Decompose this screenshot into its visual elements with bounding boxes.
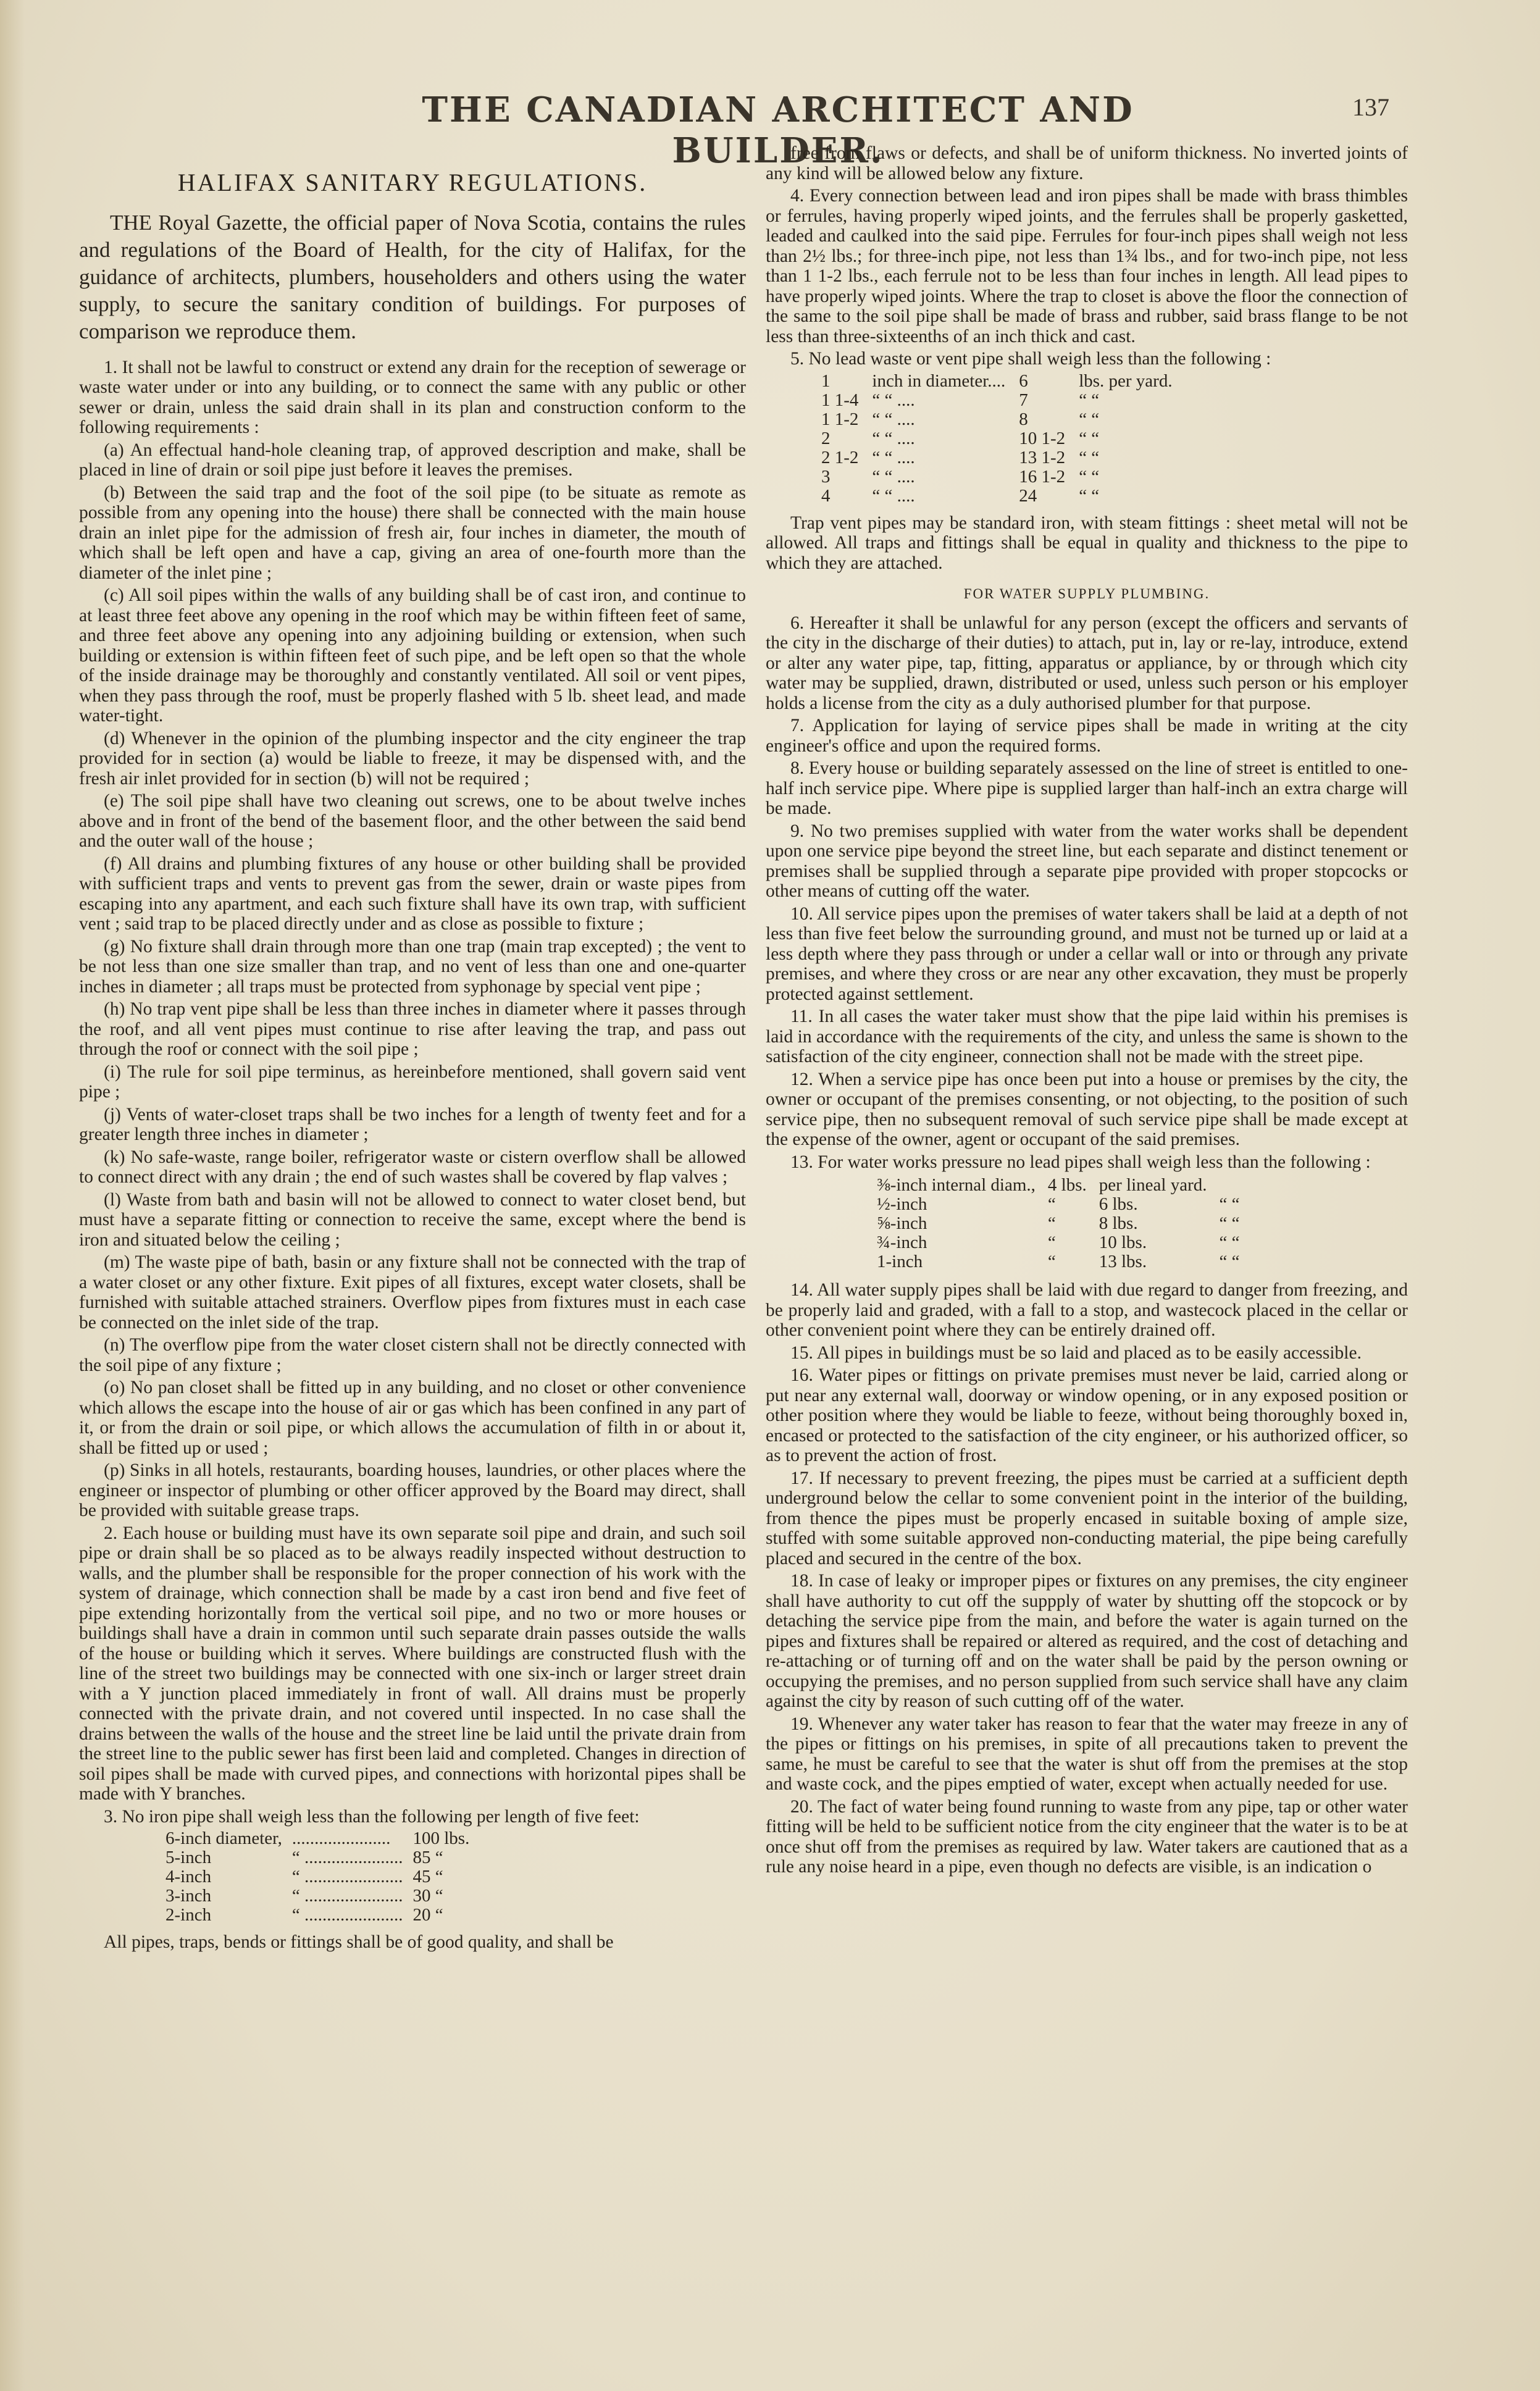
regulation-paragraph: 9. No two premises supplied with water from the water works shall be dependent upon one service pipe beyond the street line, but each separate and distinct tenement or premises shall be supplied through a separate pipe provided with proper stopcocks or other means of cutting off the water. — [766, 821, 1408, 901]
table-cell: “ — [1047, 1194, 1056, 1214]
table-cell: “ — [1047, 1213, 1056, 1233]
regulation-paragraph: 14. All water supply pipes shall be laid with due regard to danger from freezing, and be properly laid and graded, with a fall to a stop, and wastecock placed in the cellar or other convenient point where they can be entirely drained off. — [766, 1280, 1408, 1340]
table-cell: 16 1-2 — [1019, 466, 1066, 487]
article-title: HALIFAX SANITARY REGULATIONS. — [177, 169, 648, 196]
regulation-paragraph: 6. Hereafter it shall be unlawful for any person (except the officers and servants of the city in the discharge of their duties) to attach, put in, lay or re-lay, introduce, extend or alter any water pipe, tap, fitting, apparatus or appliance, by or through which city water may be supplied, drawn, distributed or used, unless such person or his employer holds a license from the city as a duly authorised plumber for that purpose. — [766, 613, 1408, 713]
table-cell: 6 — [1019, 371, 1028, 391]
lead-weight-row — [821, 487, 1186, 506]
service-pipe-weight-table — [877, 1176, 1252, 1271]
left-column — [79, 154, 746, 1955]
table-cell: “ “ — [1219, 1252, 1240, 1271]
table-cell: “ “ .... — [872, 447, 915, 467]
regulation-paragraph: 16. Water pipes or fittings on private premises must never be laid, carried along or put near any external wall, doorway or window opening, or in any exposed position or other position where they would be liable to feeze, without being thoroughly boxed in, encased or protected to the satisfaction of the city engineer, or his authorized officer, so as to prevent the action of frost. — [766, 1365, 1408, 1465]
regulation-paragraph: (i) The rule for soil pipe terminus, as hereinbefore mentioned, shall govern said vent pipe ; — [79, 1062, 746, 1102]
table-cell: 3 — [821, 466, 831, 487]
regulation-paragraph: 7. Application for laying of service pipes shall be made in writing at the city engineer's office and upon the required forms. — [766, 716, 1408, 756]
iron-weight-row — [165, 1848, 479, 1867]
regulation-paragraph: (o) No pan closet shall be fitted up in any building, and no closet or other convenience which allows the escape into the house of air or gas which has been confined in any part of it, or from the drain or soil pipe, or which allows the accumulation of filth in or about it, shall be fitted up or used ; — [79, 1378, 746, 1458]
table-cell: 10 1-2 — [1019, 428, 1066, 448]
regulation-paragraph: 20. The fact of water being found running to waste from any pipe, tap or other water fitting will be held to be sufficient notice from the city engineer that the water is to be at once shut off from the premises as required by law. Water takers are cautioned that as a rule any noise heard in a pipe, even though no defects are visible, is an indication o — [766, 1796, 1408, 1877]
table-cell: 1 1-2 — [821, 409, 859, 429]
regulation-paragraph: 3. No iron pipe shall weigh less than the following per length of five feet: — [104, 1806, 640, 1827]
regulation-paragraph: 12. When a service pipe has once been put into a house or premises by the city, the owner or occupant of the premises consenting, or not objecting, to the position of such service pipe, then no subsequent removal of such service pipe shall be made except at the expense of the owner, agent or occupant of the said premises. — [766, 1069, 1408, 1149]
table-cell: 13 1-2 — [1019, 447, 1066, 467]
section-heading: FOR WATER SUPPLY PLUMBING. — [963, 586, 1210, 601]
table-cell: “ “ .... — [872, 390, 915, 410]
water-supply-paragraphs — [766, 613, 1408, 1173]
regulation-paragraph: 18. In case of leaky or improper pipes or fixtures on any premises, the city engineer shall have authority to cut off the suppply of water by shutting off the stopcock or by detaching the service pipe from the main, and before the water is again turned on the pipes and fixtures shall be repaired or altered as required, and the cost of detaching and re-attaching or of turning off and on the water shall be paid by the person owning or occupying the premises, and no person supplied from such service shall have any claim against the city by reason of such cutting off of the water. — [766, 1571, 1408, 1711]
table-cell: “ “ .... — [872, 485, 915, 506]
regulation-paragraph: (p) Sinks in all hotels, restaurants, boarding houses, laundries, or other places where the engineer or inspector of plumbing or other officer approved by the Board may direct, shall be provided with suitable grease traps. — [79, 1460, 746, 1520]
regulation-paragraph: 13. For water works pressure no lead pipes shall weigh less than the following : — [790, 1152, 1371, 1172]
right-column — [766, 143, 1408, 1880]
regulation-paragraph: 15. All pipes in buildings must be so laid and placed as to be easily accessible. — [790, 1342, 1362, 1363]
regulation-paragraph: 1. It shall not be lawful to construct or extend any drain for the reception of sewerage or waste water under or into any building, or to connect the same with any public or other sewer or drain, unless the said drain shall in its plan and construction conform to the following requirements : — [79, 357, 746, 437]
regulation-paragraph: (a) An effectual hand-hole cleaning trap, of approved description and make, shall be placed in line of drain or soil pipe just before it leaves the premises. — [79, 440, 746, 480]
table-cell: “ “ — [1079, 447, 1100, 467]
table-cell: 2 1-2 — [821, 447, 859, 467]
table-cell: “ — [1047, 1233, 1056, 1252]
table-cell: ...................... — [291, 1828, 391, 1848]
service-weight-row — [877, 1252, 1252, 1271]
table-cell: “ ...................... — [291, 1848, 403, 1867]
regulation-paragraph: (d) Whenever in the opinion of the plumbing inspector and the city engineer the trap provided for in section (a) would be liable to freeze, it may be dispensed with, and the fresh air inlet provided for in section (b) will not be required ; — [79, 728, 746, 789]
page-number: 137 — [1352, 93, 1389, 121]
regulation-paragraph: (j) Vents of water-closet traps shall be two inches for a length of twenty feet and for a greater length three inches in diameter ; — [79, 1104, 746, 1144]
table-cell: 6-inch diameter, — [165, 1828, 282, 1848]
table-cell: “ “ — [1079, 485, 1100, 506]
table-cell: ⅜-inch internal diam., — [877, 1175, 1036, 1195]
table-cell: 30 “ — [412, 1886, 443, 1906]
regulation-paragraph: 19. Whenever any water taker has reason to fear that the water may freeze in any of the pipes or fittings on his premises, in spite of all precautions taken to prevent the same, he must be careful to see that the water is shut off from the premises at the stop and waste cock, and the pipes emptied of water, except when actually needed for use. — [766, 1714, 1408, 1794]
service-weight-row — [877, 1214, 1252, 1233]
service-weight-row — [877, 1176, 1252, 1195]
left-paragraphs — [79, 358, 746, 1827]
table-cell: 4-inch — [165, 1867, 212, 1886]
table-cell: “ “ — [1219, 1213, 1240, 1233]
table-cell: 20 “ — [412, 1905, 443, 1925]
table-cell: “ “ — [1219, 1233, 1240, 1252]
table-cell: 2 — [821, 428, 831, 448]
lead-pipe-weight-table — [821, 372, 1186, 506]
table-cell: “ “ — [1079, 409, 1100, 429]
table-cell: “ “ — [1079, 428, 1100, 448]
table-cell: 8 lbs. — [1099, 1213, 1138, 1233]
closing-paragraphs — [766, 1280, 1408, 1877]
lead-weight-row — [821, 467, 1186, 487]
table-cell: “ — [1047, 1252, 1056, 1271]
table-cell: “ ...................... — [291, 1886, 403, 1906]
lead-weight-row — [821, 448, 1186, 467]
table-cell: “ “ — [1079, 466, 1100, 487]
lead-weight-row — [821, 372, 1186, 391]
table-cell: “ “ — [1219, 1194, 1240, 1214]
regulation-paragraph: 8. Every house or building separately assessed on the line of street is entitled to one-half inch service pipe. Where pipe is supplied larger than half-inch an extra charge will be made. — [766, 758, 1408, 818]
table-cell: 2-inch — [165, 1905, 212, 1925]
binding-edge — [0, 0, 25, 2391]
table-cell: 8 — [1019, 409, 1028, 429]
service-weight-row — [877, 1195, 1252, 1214]
table-cell: 24 — [1019, 485, 1037, 506]
regulation-paragraph: 17. If necessary to prevent freezing, the pipes must be carried at a sufficient depth underground below the cellar to some convenient point in the interior of the building, from thence the pipes must be properly encased in suitable boxing of ample size, stuffed with some suitable approved non-conducting material, the pipe being carefully placed and secured in the centre of the box. — [766, 1468, 1408, 1568]
table-cell: “ “ .... — [872, 466, 915, 487]
table-cell: ½-inch — [877, 1194, 927, 1214]
lead-weight-row — [821, 410, 1186, 429]
iron-weight-row — [165, 1867, 479, 1886]
regulation-paragraph: (l) Waste from bath and basin will not be allowed to connect to water closet bend, but must have a separate fitting or connection to receive the same, except where the bend is iron and situated below the ceiling ; — [79, 1189, 746, 1250]
regulation-paragraph: (c) All soil pipes within the walls of any building shall be of cast iron, and continue to at least three feet above any opening in the roof which may be within fifteen feet of same, and three feet above any opening into any adjoining building or extension, when such building or extension is within fifteen feet of such pipe, and be left open so that the whole of the inside drainage may be thoroughly and constantly ventilated. All soil or vent pipes, when they pass through the roof, must be properly flashed with 5 lb. sheet lead, and made water-tight. — [79, 585, 746, 726]
regulation-paragraph: 11. In all cases the water taker must show that the pipe laid within his premises is laid in accordance with the requirements of the city, and unless the same is shown to the satisfaction of the city engineer, connection shall not be made with the street pipe. — [766, 1007, 1408, 1066]
iron-weight-row — [165, 1829, 479, 1848]
iron-weight-row — [165, 1906, 479, 1925]
table-cell: “ ...................... — [291, 1905, 403, 1925]
table-cell: 1 1-4 — [821, 390, 859, 410]
regulation-paragraph: 4. Every connection between lead and iron pipes shall be made with brass thimbles or ferrules, having properly wiped joints, and the ferrules shall be properly gasketted, leaded and caulked into the said pipe. Ferrules for four-inch pipes shall weigh not less than 2½ lbs.; for three-inch pipe, not less than 1¾ lbs., and for two-inch pipe, not less than 1 1-2 lbs., each ferrule not to be less than four inches in length. All lead pipes to have properly wiped joints. Where the trap to closet is above the floor the connection of the same to the soil pipe shall be made of brass and rubber, said brass flange to be not less than three-sixteenths of an inch thick and cast. — [766, 186, 1408, 346]
regulation-paragraph: (m) The waste pipe of bath, basin or any fixture shall not be connected with the trap of a water closet or any other fixture. Exit pipes of all fixtures, except water closets, shall be furnished with suitable attached strainers. Overflow pipes from fixtures must in each case be connected on the inlet side of the trap. — [79, 1252, 746, 1333]
table-cell: inch in diameter.... — [872, 371, 1006, 391]
iron-pipe-weight-table — [165, 1829, 479, 1925]
table-cell: “ “ .... — [872, 428, 915, 448]
table-cell: 85 “ — [412, 1848, 443, 1867]
regulation-paragraph: 5. No lead waste or vent pipe shall weigh less than the following : — [790, 349, 1271, 369]
regulation-paragraph: 10. All service pipes upon the premises of water takers shall be laid at a depth of not less than five feet below the surrounding ground, and must not be turned up or laid at a less depth where they pass through or under a cellar wall or into or through any private premises, and where they cross or are near any other excavation, they must be properly protected against settlement. — [766, 903, 1408, 1004]
regulation-paragraph: (k) No safe-waste, range boiler, refrigerator waste or cistern overflow shall be allowed to connect direct with any drain ; the end of such wastes shall be covered by flap valves ; — [79, 1147, 746, 1187]
table-cell: 6 lbs. — [1099, 1194, 1138, 1214]
table-cell: 7 — [1019, 390, 1028, 410]
table-cell: per lineal yard. — [1099, 1175, 1207, 1195]
table-cell: ¾-inch — [877, 1233, 927, 1252]
lead-weight-row — [821, 391, 1186, 410]
running-head: THE CANADIAN ARCHITECT AND BUILDER. — [422, 90, 1134, 171]
regulation-paragraph: (g) No fixture shall drain through more than one trap (main trap excepted) ; the vent to be not less than one size smaller than trap, and no vent of less than one and one-quarter inches in diameter ; all traps must be protected from syphonage by special vent pipe ; — [79, 936, 746, 997]
regulation-paragraph: (n) The overflow pipe from the water closet cistern shall not be directly connected with the soil pipe of any fixture ; — [79, 1335, 746, 1375]
regulation-paragraph: (e) The soil pipe shall have two cleaning out screws, one to be about twelve inches above and in front of the bend of the basement floor, and the other between the said bend and the outer wall of the house ; — [79, 791, 746, 851]
table-cell: lbs. per yard. — [1079, 371, 1173, 391]
right-opening-paragraphs — [766, 143, 1408, 369]
table-cell: 1 — [821, 371, 831, 391]
service-weight-row — [877, 1233, 1252, 1252]
table-cell: ⅝-inch — [877, 1213, 927, 1233]
table-cell: 3-inch — [165, 1886, 212, 1906]
regulation-paragraph: (f) All drains and plumbing fixtures of any house or other building shall be provided with sufficient traps and vents to prevent gas from the sewer, drain or waste pipes from escaping into any apartment, and each such fixture shall have its own trap, with sufficient vent ; said trap to be placed directly under and as close as possible to fixture ; — [79, 853, 746, 934]
table-cell: 45 “ — [412, 1867, 443, 1886]
table-cell: 5-inch — [165, 1848, 212, 1867]
table-cell: 4 — [821, 485, 831, 506]
regulation-paragraph: free from flaws or defects, and shall be of uniform thickness. No inverted joints of any kind will be allowed below any fixture. — [766, 143, 1408, 183]
table-cell: “ “ — [1079, 390, 1100, 410]
table-cell: 10 lbs. — [1099, 1233, 1147, 1252]
table-cell: 13 lbs. — [1099, 1252, 1147, 1271]
table-cell: 4 lbs. — [1047, 1175, 1087, 1195]
regulation-paragraph: 2. Each house or building must have its own separate soil pipe and drain, and such soil pipe or drain shall be so placed as to be always readily inspected without destruction to walls, and the plumber shall be responsible for the proper connection of his work with the system of drainage, which connection shall be made by a cast iron bend and five feet of pipe extending horizontally from the vertical soil pipe, and no two or more houses or buildings shall have a drain in common until such separate drain passes outside the walls of the house or building which it serves. Where buildings are constructed flush with the line of the street two buildings may be connected with one six-inch or larger street drain with a Y junction placed immediately in front of wall. All drains must be properly connected with the private drain, and not covered until inspected. In no case shall the drains between the walls of the house and the street line be laid until the private drain from the street line to the public sewer has first been laid and completed. Changes in direction of soil pipes shall be made with curved pipes, and connections with horizontal pipes shall be made with Y branches. — [79, 1523, 746, 1804]
table-cell: 100 lbs. — [412, 1828, 470, 1848]
trap-vent-paragraph: Trap vent pipes may be standard iron, with steam fittings : sheet metal will not be allowed. All traps and fittings shall be equal in quality and thickness to the pipe to which they are attached. — [766, 513, 1408, 573]
regulation-paragraph: (h) No trap vent pipe shall be less than three inches in diameter where it passes through the roof, and all vent pipes must continue to rise after leaving the trap, and pass out through the roof or connect with the soil pipe ; — [79, 999, 746, 1059]
table-cell: “ ...................... — [291, 1867, 403, 1886]
regulation-paragraph: (b) Between the said trap and the foot of the soil pipe (to be situate as remote as possible from any opening into the house) there shall be connected with the main house drain an inlet pipe for the admission of fresh air, four inches in diameter, the mouth of which shall be left open and have a cap, giving an area of one-fourth more than the diameter of the inlet pine ; — [79, 482, 746, 583]
lead-weight-row — [821, 429, 1186, 448]
iron-weight-row — [165, 1886, 479, 1906]
article-intro: THE Royal Gazette, the official paper of Nova Scotia, contains the rules and regulations of the Board of Health, for the city of Halifax, for the guidance of architects, plumbers, householders and others using the water supply, to secure the sanitary condition of buildings. For purposes of comparison we reproduce them. — [79, 210, 746, 343]
left-column-closing-text: All pipes, traps, bends or fittings shall be of good quality, and shall be — [104, 1932, 614, 1952]
table-cell: 1-inch — [877, 1252, 923, 1271]
table-cell: “ “ .... — [872, 409, 915, 429]
